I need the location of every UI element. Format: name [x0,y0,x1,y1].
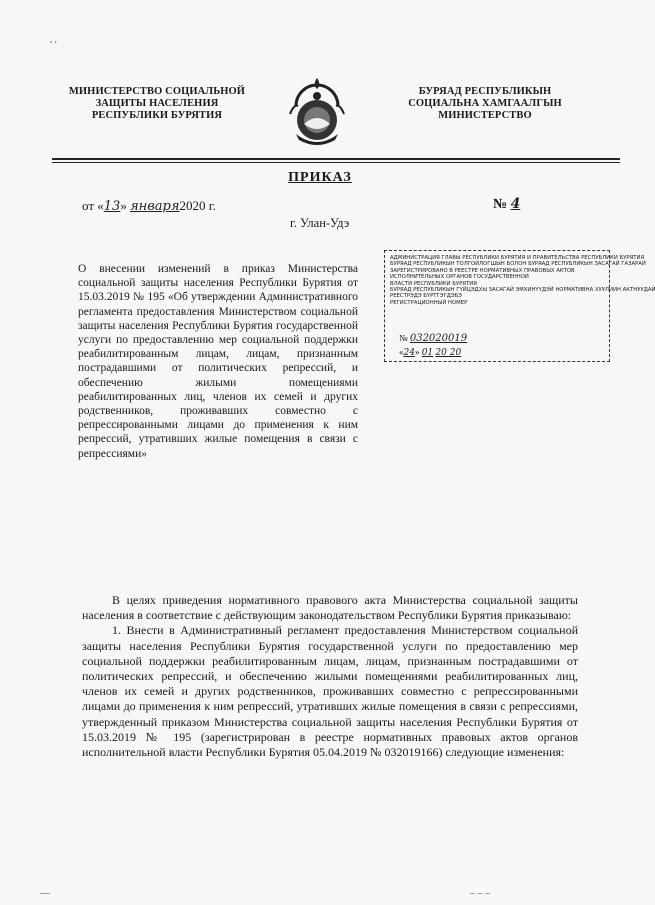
registration-stamp [384,250,655,362]
order-body [82,593,578,760]
stamp-reg-number: № 032020019 [399,333,468,344]
document-title: ПРИКАЗ [288,170,352,185]
scan-mark-bottom: — [40,888,50,899]
stamp-line: ЗАРЕГИСТРИРОВАНО В РЕЕСТРЕ НОРМАТИВНЫХ ПРАВОВЫХ АКТОВ [390,267,575,274]
item-1-paragraph: 1. Внести в Административный регламент предоставления Министерством социальной защиты населения Республики Бурятия государственной услуги по предоставлению мер социальной поддержки реабилитированным лицам, лицам, признанным пострадавшими от политических репрессий, и обеспечению жилыми помещениями реабилитированных лиц, членов их семей и других родственников, проживавших совместно с репрессированными лицами до применения к ним репрессий, утративших жилые помещения в связи с репрессиями, утвержденный приказом Министерства социальной защиты населения Республики Бурятия от 15.03.2019 № 195 (зарегистрирован в реестре нормативных правовых актов органов исполнительной власти Республики Бурятия 05.04.2019 № 032019166) следующие изменения: [82,623,578,760]
order-subject: О внесении изменений в приказ Министерства социальной защиты населения Республики Бурятия от 15.03.2019 № 195 «Об утверждении Административного регламента предоставления Министерством социальной защиты населения Республики Бурятия государственной услуги по предоставлению мер социальной поддержки реабилитированным лицам, лицам, признанным пострадавшими от политических репрессий, и обеспечению жилыми помещениями реабилитированных лиц, членов их семей и других родственников, проживавших совместно с репрессированными лицами до применения к ним репрессий, утративших жилые помещения в связи с репрессиями» [78,263,358,460]
order-number: № 4 [493,196,521,212]
scan-mark-bottom-right: ‒ ‒ ‒ [470,888,490,899]
header-divider [52,158,620,160]
stamp-line: БУРЯАД РЕСПУБЛИКЫН ТОЛГОЙЛОГШЫН БОЛОН БУРЯАД РЕСПУБЛИКЫН ЗАСАГАЙ ГАЗАРАЙ [390,261,646,268]
stamp-line: РЕЕСТРЭДЭ БҮРТГЭГДЭБЭ [390,293,462,300]
scan-mark: ʹ ʹ [50,40,57,51]
stamp-line: БУРЯАД РЕСПУБЛИКЫН ГҮЙЦЭДХЫ ЗАСАГАЙ ЭМХИНҮҮДЭЙ НОРМАТИВНА ХУУЛИИН АКТНУУДАЙ [390,287,655,294]
ministry-name-bua: БУРЯАД РЕСПУБЛИКЫН СОЦИАЛЬНА ХАМГААЛГЫН МИНИСТЕРСТВО [408,86,562,121]
order-date: от «13» января2020 г. [82,198,216,214]
buryatia-emblem-icon [282,72,352,152]
stamp-line: РЕГИСТРАЦИОННЫЙ НОМЕР [390,299,468,306]
header-divider-thin [52,162,620,163]
stamp-line: ВЛАСТИ РЕСПУБЛИКИ БУРЯТИЯ [390,280,477,287]
ministry-name-ru: МИНИСТЕРСТВО СОЦИАЛЬНОЙ ЗАЩИТЫ НАСЕЛЕНИЯ РЕСПУБЛИКИ БУРЯТИЯ [68,86,246,121]
stamp-line: АДМИНИСТРАЦИЯ ГЛАВЫ РЕСПУБЛИКИ БУРЯТИЯ И ПРАВИТЕЛЬСТВА РЕСПУБЛИКИ БУРЯТИЯ [390,255,645,261]
intro-paragraph: В целях приведения нормативного правового акта Министерства социальной защиты населения в соответствие с действующим законодательством Республики Бурятия приказываю: [82,593,578,623]
stamp-reg-date: «24» 01 20 20 [399,347,462,358]
stamp-line: ИСПОЛНИТЕЛЬНЫХ ОРГАНОВ ГОСУДАРСТВЕННОЙ [390,274,529,281]
city: г. Улан-Удэ [290,216,350,230]
